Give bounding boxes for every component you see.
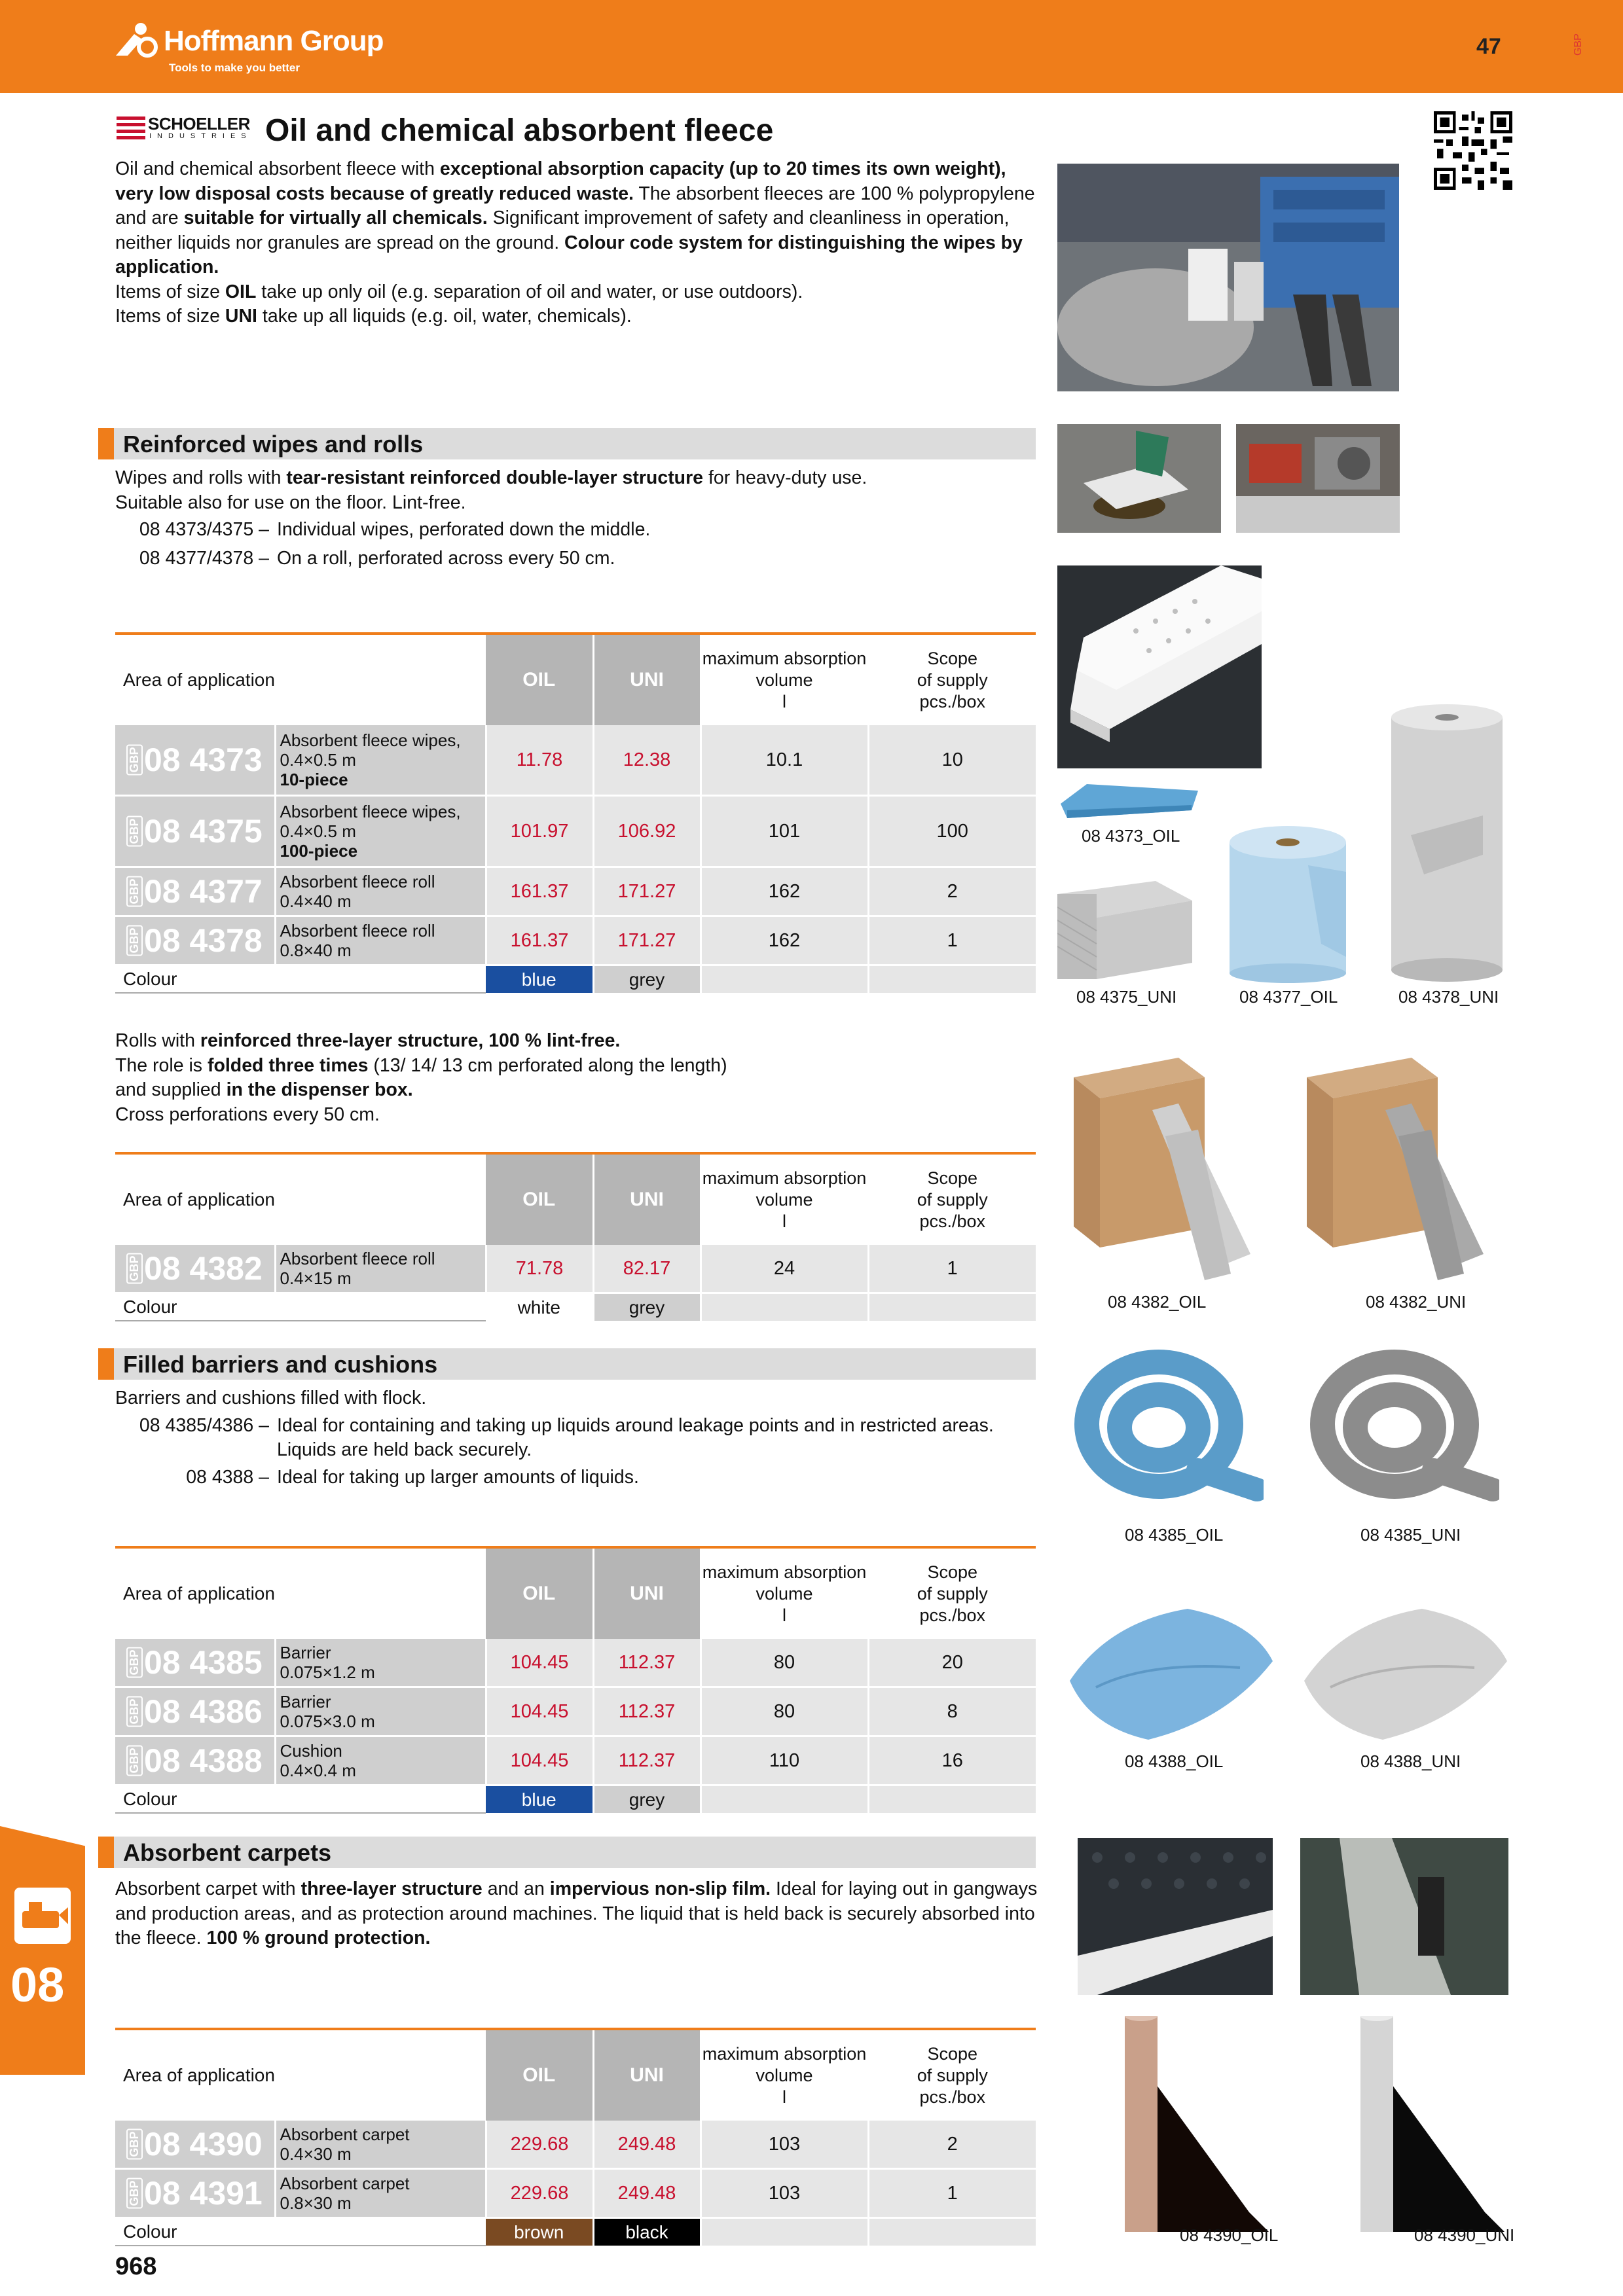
table-row[interactable]: GBP 08 4391 Absorbent carpet 0.8×30 m 229.68 249.48 103 1 <box>115 2169 1036 2218</box>
colour-swatch-blue: blue <box>486 1785 593 1814</box>
chapter-number: 08 <box>10 1958 65 2012</box>
currency-badge-icon: GBP <box>126 2178 143 2208</box>
caption-4378: 08 4378_UNI <box>1398 987 1499 1007</box>
colour-row: Colour blue grey <box>115 965 1036 994</box>
colour-swatch-grey: grey <box>593 965 701 994</box>
table-row[interactable]: GBP 08 4386 Barrier 0.075×3.0 m 104.45 112.37 80 8 <box>115 1687 1036 1736</box>
table-row[interactable]: GBP 08 4377 Absorbent fleece roll 0.4×40 m 161.37 171.27 162 2 <box>115 867 1036 916</box>
currency-badge-icon: GBP <box>126 1696 143 1727</box>
colour-swatch-grey: grey <box>593 1293 701 1321</box>
workshop-photo <box>1057 164 1399 391</box>
section-desc-carpets: Absorbent carpet with three-layer structure and an impervious non-slip film. Ideal for laying out in gangways and production areas, and as protection around machines. The liquid that is held back is securely absorbed into the fleece. 100 % ground protection. <box>115 1878 1038 1948</box>
price-table-reinforced: Area of application OIL UNI maximum absorption volume l Scope of supply pcs./box GBP 08 4373 Absorbent fleece wipes, 0.4×0.5 m 10-piece 11.78 12.38 10.1 10 GBP 08 4375 Absorbent fleece wipes, 0.4×0.5 m 100-piece 101.97 106.92 101 100 GBP 08 4377 Absorbent fleece roll 0.4×40 m 161.37 171.27 162 2 GBP 08 4378 Absorbent fleece roll 0.8×40 m 161.37 171.27 162 1 Colour blue grey <box>115 632 1036 994</box>
cleaning-chapter-icon <box>12 1885 73 1946</box>
schoeller-stripes-icon <box>117 117 145 140</box>
schoeller-logo <box>117 114 252 143</box>
catalog-page-number: 47 <box>1476 34 1501 59</box>
currency-badge-icon: GBP <box>126 1647 143 1677</box>
carpet-texture-photo <box>1078 1838 1273 1995</box>
cushion-oil-photo <box>1070 1609 1273 1740</box>
table-row[interactable]: GBP 08 4390 Absorbent carpet 0.4×30 m 229.68 249.48 103 2 <box>115 2121 1036 2169</box>
currency-badge-icon: GBP <box>126 1745 143 1776</box>
price-table-barriers: Area of application OIL UNI maximum absorption volume l Scope of supply pcs./box GBP 08 4385 Barrier 0.075×1.2 m 104.45 112.37 80 20 GBP 08 4386 Barrier 0.075×3.0 m 104.45 112.37 80 8 GBP 08 4388 Cushion 0.4×0.4 m 104.45 112.37 110 16 Colour blue grey <box>115 1546 1036 1814</box>
caption-4390-uni: 08 4390_UNI <box>1414 2225 1515 2245</box>
table-row[interactable]: GBP 08 4373 Absorbent fleece wipes, 0.4×0.5 m 10-piece 11.78 12.38 10.1 10 <box>115 725 1036 796</box>
blue-roll-photo <box>1223 826 1353 983</box>
section-header-barriers: Filled barriers and cushions <box>98 1348 1036 1380</box>
section-desc-three-layer: Rolls with reinforced three-layer structure, 100 % lint-free. The role is folded three times (13/ 14/ 13 cm perforated along the length) and supplied in the dispenser box. Cross perforations every 50 cm. <box>115 1030 727 1125</box>
currency-badge-icon: GBP <box>126 876 143 906</box>
colour-swatch-blue: blue <box>486 965 593 994</box>
table-row[interactable]: GBP 08 4388 Cushion 0.4×0.4 m 104.45 112.37 110 16 <box>115 1736 1036 1785</box>
dispenser-box-uni-photo <box>1300 1058 1497 1280</box>
currency-badge-icon: GBP <box>126 2128 143 2159</box>
barrier-uni-photo <box>1303 1339 1499 1516</box>
caption-4388-uni: 08 4388_UNI <box>1360 1751 1461 1771</box>
grey-wipes-photo <box>1057 881 1192 983</box>
section-header-carpets: Absorbent carpets <box>98 1837 1036 1868</box>
table-row[interactable]: GBP 08 4375 Absorbent fleece wipes, 0.4×0.5 m 100-piece 101.97 106.92 101 100 <box>115 796 1036 867</box>
caption-4385-uni: 08 4385_UNI <box>1360 1525 1461 1545</box>
colour-swatch-black: black <box>593 2218 701 2246</box>
brand-subname: INDUSTRIES <box>149 132 252 140</box>
intro-text: Oil and chemical absorbent fleece with exceptional absorption capacity (up to 20 times its own weight), very low disposal costs because of greatly reduced waste. The absorbent fleeces are 100 % polypropylene and are suitable for virtually all chemicals. Significant improvement of safety and cleanliness in operation, neither liquids nor granules are spread on the ground. Colour code system for distinguishing the wipes by application. Items of size OIL take up only oil (e.g. separation of oil and water, or use outdoors). Items of size UNI take up all liquids (e.g. oil, water, chemicals). <box>115 158 1035 327</box>
chapter-tab[interactable] <box>0 1826 85 2075</box>
colour-swatch-brown: brown <box>486 2218 593 2246</box>
hoffmann-logo-icon <box>115 20 160 59</box>
caption-4375: 08 4375_UNI <box>1076 987 1177 1007</box>
colour-swatch-white: white <box>517 1297 560 1318</box>
page-number: 968 <box>115 2253 157 2280</box>
colour-swatch-grey: grey <box>593 1785 701 1814</box>
caption-4388-oil: 08 4388_OIL <box>1125 1751 1224 1771</box>
price-table-dispenser: Area of application OIL UNI maximum absorption volume l Scope of supply pcs./box GBP 08 4382 Absorbent fleece roll 0.4×15 m 71.78 82.17 24 1 Colour white grey <box>115 1152 1036 1321</box>
table-row[interactable]: GBP 08 4385 Barrier 0.075×1.2 m 104.45 112.37 80 20 <box>115 1639 1036 1687</box>
caption-4382-oil: 08 4382_OIL <box>1108 1292 1207 1312</box>
section-desc-barriers: Barriers and cushions filled with flock. 08 4385/4386 – Ideal for containing and taking up liquids around leakage points and in restricted areas. Liquids are held back securely. 08 4388 – Ideal for taking up larger amounts of liquids. <box>115 1388 994 1488</box>
currency-badge-icon: GBP <box>126 816 143 846</box>
section-desc-reinforced: Wipes and rolls with tear-resistant reinforced double-layer structure for heavy-duty use. Suitable also for use on the floor. Lint-free. 08 4373/4375 – Individual wipes, perforated down the middle. 08 4377/4378 – On a roll, perforated across every 50 cm. <box>115 467 867 569</box>
section-header-reinforced: Reinforced wipes and rolls <box>98 428 1036 459</box>
carpet-black-roll-photo <box>1354 2016 1511 2238</box>
dispenser-box-oil-photo <box>1067 1058 1264 1280</box>
blue-wipe-photo <box>1061 784 1198 818</box>
currency-badge-icon: GBP <box>126 744 143 775</box>
table-row[interactable]: GBP 08 4382 Absorbent fleece roll 0.4×15 m 71.78 82.17 24 1 <box>115 1245 1036 1293</box>
cushion-uni-photo <box>1304 1609 1507 1740</box>
barrier-oil-photo <box>1067 1339 1264 1516</box>
currency-badge-icon: GBP <box>126 925 143 956</box>
caption-4382-uni: 08 4382_UNI <box>1366 1292 1467 1312</box>
grey-roll-photo <box>1385 704 1509 983</box>
table-row[interactable]: GBP 08 4378 Absorbent fleece roll 0.8×40 m 161.37 171.27 162 1 <box>115 916 1036 965</box>
machinery-photo <box>1236 424 1400 533</box>
currency-label: GBP <box>1573 33 1584 56</box>
logo-tagline: Tools to make you better <box>169 62 300 74</box>
carpet-gangway-photo <box>1300 1838 1508 1995</box>
colour-row: Colour blue grey <box>115 1785 1036 1814</box>
spill-photo <box>1057 424 1221 533</box>
caption-4377: 08 4377_OIL <box>1239 987 1338 1007</box>
colour-row: Colour white grey <box>115 1293 1036 1321</box>
carpet-brown-roll-photo <box>1118 2016 1275 2238</box>
caption-4373: 08 4373_OIL <box>1082 826 1180 846</box>
qr-code-icon <box>1434 111 1512 190</box>
brand-name: SCHOELLER <box>148 114 250 134</box>
logo-text: Hoffmann Group <box>164 25 384 57</box>
price-table-carpets: Area of application OIL UNI maximum absorption volume l Scope of supply pcs./box GBP 08 4390 Absorbent carpet 0.4×30 m 229.68 249.48 103 2 GBP 08 4391 Absorbent carpet 0.8×30 m 229.68 249.48 103 1 Colour brown black <box>115 2028 1036 2246</box>
page-title: Oil and chemical absorbent fleece <box>265 113 774 148</box>
currency-badge-icon: GBP <box>126 1253 143 1283</box>
colour-row: Colour brown black <box>115 2218 1036 2246</box>
wipes-stack-photo <box>1057 565 1262 768</box>
caption-4390-oil: 08 4390_OIL <box>1180 2225 1279 2245</box>
caption-4385-oil: 08 4385_OIL <box>1125 1525 1224 1545</box>
